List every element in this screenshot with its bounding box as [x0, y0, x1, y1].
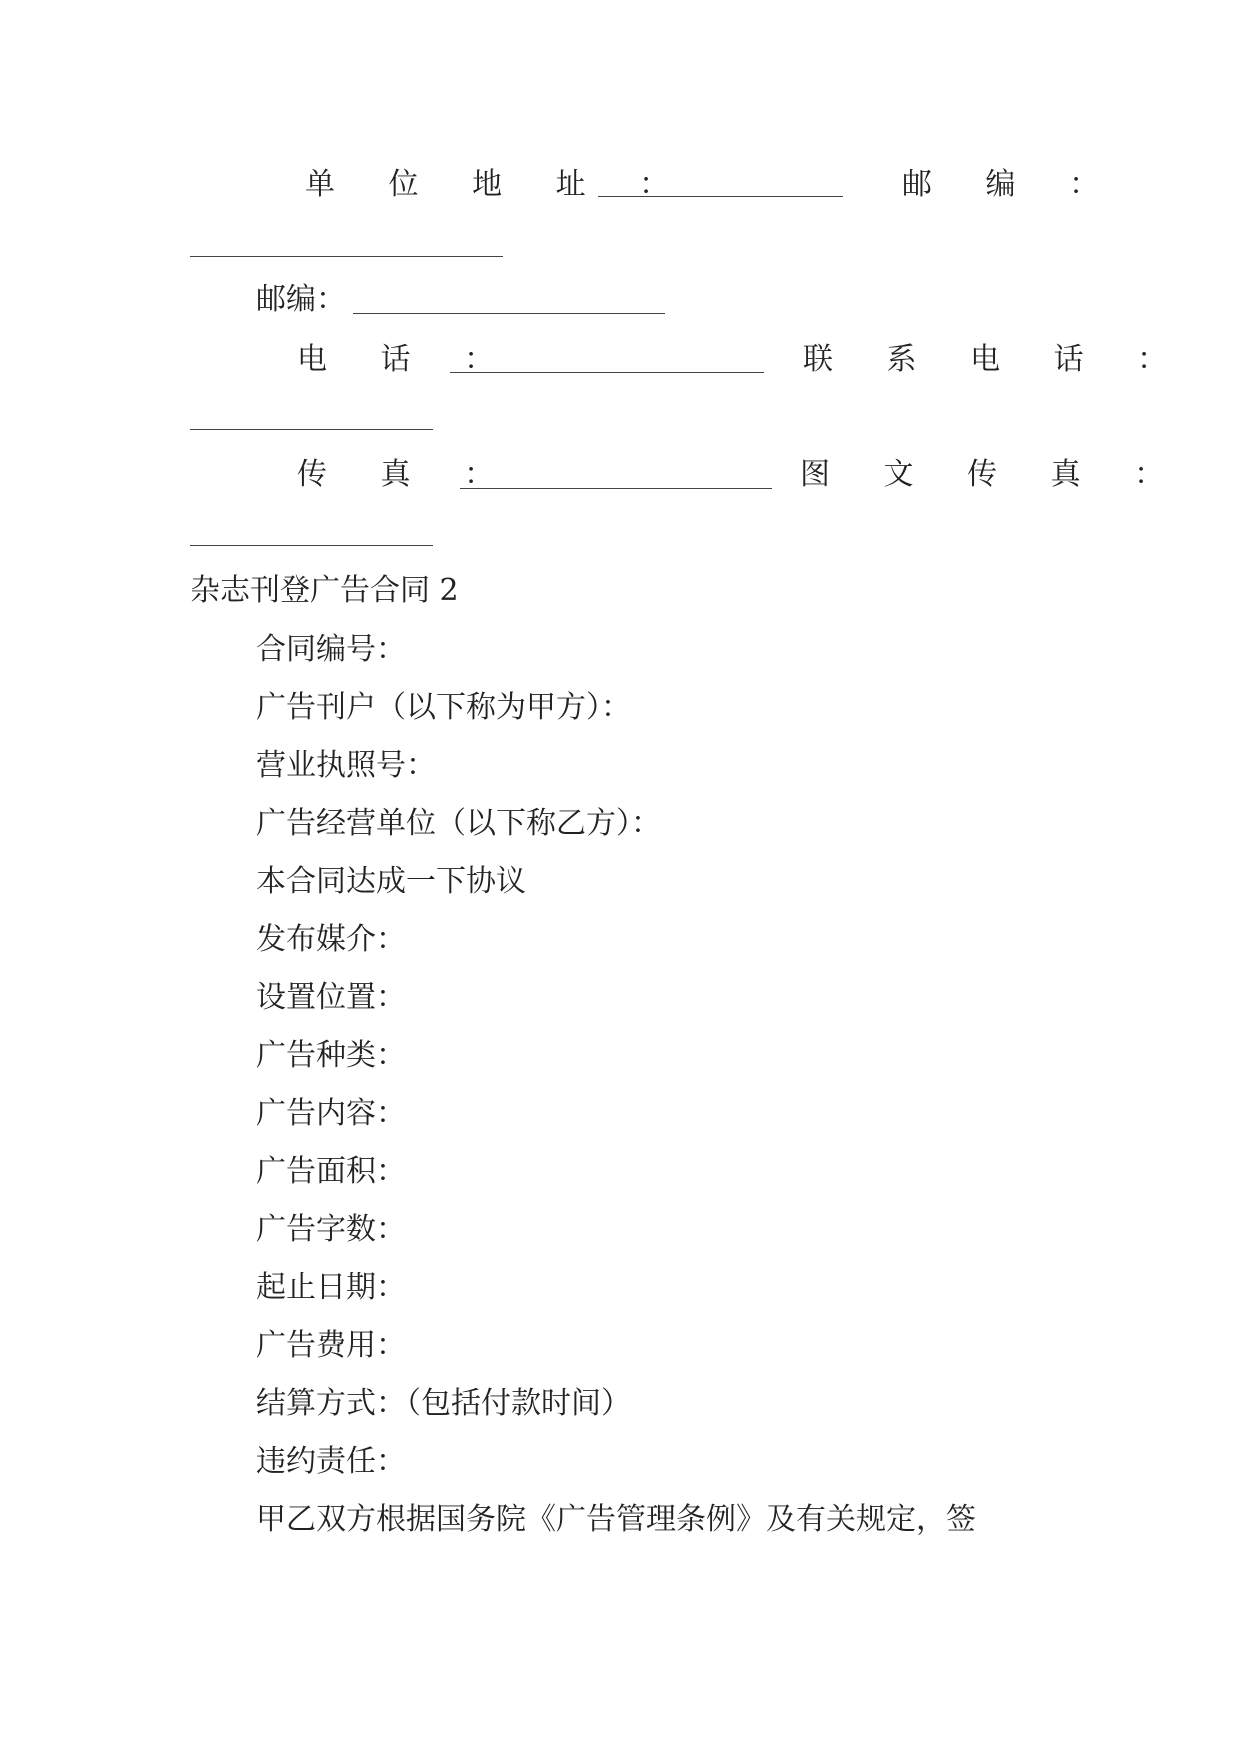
unit-address-label: 单 位 地 址 ：	[305, 167, 692, 202]
contract-field: 营业执照号：	[256, 748, 436, 783]
image-fax-label: 图 文 传 真 ：	[800, 457, 1187, 492]
contract-field: 广告字数：	[256, 1212, 406, 1247]
contract-field: 广告费用：	[256, 1328, 406, 1363]
contact-phone-blank[interactable]	[190, 429, 433, 430]
contract-field: 广告刊户（以下称为甲方）：	[256, 690, 631, 725]
postcode-label-1: 邮 编 ：	[902, 167, 1122, 202]
contract-field: 广告面积：	[256, 1154, 406, 1189]
contract-title: 杂志刊登广告合同 2	[190, 573, 459, 608]
postcode-blank-2[interactable]	[353, 313, 665, 314]
postcode-label-2: 邮编：	[256, 282, 346, 317]
contract-field: 广告内容：	[256, 1096, 406, 1131]
unit-address-blank[interactable]	[598, 196, 843, 197]
contract-field: 设置位置：	[256, 980, 406, 1015]
contract-field: 广告种类：	[256, 1038, 406, 1073]
contract-field: 结算方式：（包括付款时间）	[256, 1386, 631, 1421]
image-fax-blank[interactable]	[190, 545, 433, 546]
contract-field: 本合同达成一下协议	[256, 864, 526, 899]
contract-field: 发布媒介：	[256, 922, 406, 957]
contract-field: 合同编号：	[256, 632, 406, 667]
contract-field: 起止日期：	[256, 1270, 406, 1305]
postcode-blank-1[interactable]	[190, 256, 503, 257]
phone-label: 电 话 ：	[297, 342, 517, 377]
phone-blank[interactable]	[450, 372, 764, 373]
contract-field: 广告经营单位（以下称乙方）：	[256, 806, 661, 841]
contract-field: 甲乙双方根据国务院《广告管理条例》及有关规定，签	[256, 1502, 976, 1537]
fax-label: 传 真 ：	[297, 457, 517, 492]
contact-phone-label: 联 系 电 话 ：	[803, 342, 1190, 377]
fax-blank[interactable]	[460, 488, 772, 489]
contract-field: 违约责任：	[256, 1444, 406, 1479]
